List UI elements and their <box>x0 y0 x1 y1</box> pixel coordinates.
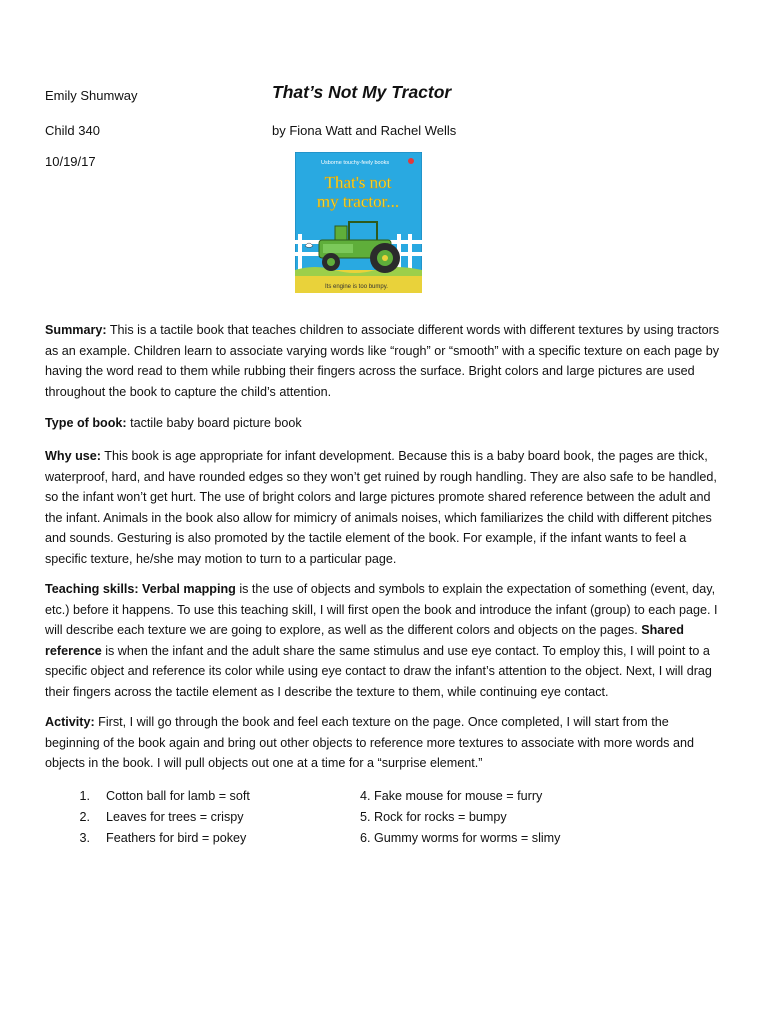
why-use-label: Why use: <box>45 449 101 463</box>
shared-reference-label: Shared reference <box>45 623 684 658</box>
cover-title-line1: That's not <box>324 173 392 192</box>
list-item: 6. Gummy worms for worms = slimy <box>360 831 561 845</box>
list-item: 5. Rock for rocks = bumpy <box>360 810 507 824</box>
activity-paragraph <box>45 712 725 774</box>
cover-title-line2: my tractor... <box>316 192 400 211</box>
summary-label: Summary: <box>45 323 107 337</box>
list-item-number: 1. <box>79 789 90 803</box>
list-item-number: 3. <box>79 831 90 845</box>
author-name: Emily Shumway <box>45 88 138 103</box>
list-item-text: Feathers for bird = pokey <box>106 831 247 845</box>
book-cover-image <box>295 152 422 293</box>
book-title: That’s Not My Tractor <box>272 82 452 102</box>
child-id: Child 340 <box>45 123 100 138</box>
list-item <box>66 807 244 828</box>
verbal-mapping-label: Verbal mapping <box>138 582 236 596</box>
book-byline: by Fiona Watt and Rachel Wells <box>272 123 457 138</box>
list-item-number: 2. <box>79 810 90 824</box>
list-item <box>66 828 246 849</box>
activity-text: First, I will go through the book and feel each texture on the page. Once completed, I will start from the beginning of the book again and bring out other objects to reference more textures to associate with more words and objects in the book. I will pull objects out one at a time for a “surprise element.” <box>45 715 694 770</box>
date: 10/19/17 <box>45 154 96 169</box>
summary-paragraph <box>45 320 725 402</box>
activity-label: Activity: <box>45 715 95 729</box>
verbal-mapping-text: is the use of objects and symbols to explain the expectation of something (event, day, etc.) before it happens. To use this teaching skill, I will first open the book and introduce the infant (group) to each page. I will describe each texture we are going to explore, as well as the different colors and objects on the pages. <box>45 582 718 637</box>
teaching-skills-paragraph <box>45 579 725 702</box>
list-item <box>66 786 250 807</box>
cover-brand-text: Usborne touchy-feely books <box>321 160 390 166</box>
type-of-book-text: tactile baby board picture book <box>126 416 302 430</box>
list-item: 4. Fake mouse for mouse = furry <box>360 789 543 803</box>
type-of-book-label: Type of book: <box>45 416 127 430</box>
summary-text: This is a tactile book that teaches children to associate different words with different textures by using tractors as an example. Children learn to associate varying words like “rough” or “smooth” with a specific texture on each page by having the word read to them while rubbing their fingers across the surface. Bright colors and large pictures are used throughout the book to capture the child’s attention. <box>45 323 720 399</box>
why-use-paragraph <box>45 446 725 569</box>
why-use-text: This book is age appropriate for infant development. Because this is a baby board book, the pages are thick, waterproof, hard, and have rounded edges so they won’t get ruined by rough handling. They are also safe to be handled, so the infant won’t get hurt. The use of bright colors and large pictures promote shared reference between the adult and the infant. Animals in the book also allow for mimicry of animals noises, which familiarizes the child with different pitches and sounds. Gesturing is also promoted by the tactile element of the book. For example, if the infant wants to feel a specific texture, he/she may motion to turn to a particular page. <box>45 449 717 566</box>
teaching-skills-label: Teaching skills: <box>45 582 139 596</box>
type-of-book-paragraph <box>45 413 725 434</box>
cover-tagline: Its engine is too bumpy. <box>325 284 388 290</box>
list-item-text: Cotton ball for lamb = soft <box>106 789 250 803</box>
shared-reference-text: is when the infant and the adult share the same stimulus and use eye contact. To employ this, I will point to a specific object and reference its color while using eye contact to draw the infant’s attention to the object. Next, I will drag their fingers across the tactile element as I describe the texture to them, while continuing eye contact. <box>45 643 712 699</box>
list-item-text: Leaves for trees = crispy <box>106 810 244 824</box>
